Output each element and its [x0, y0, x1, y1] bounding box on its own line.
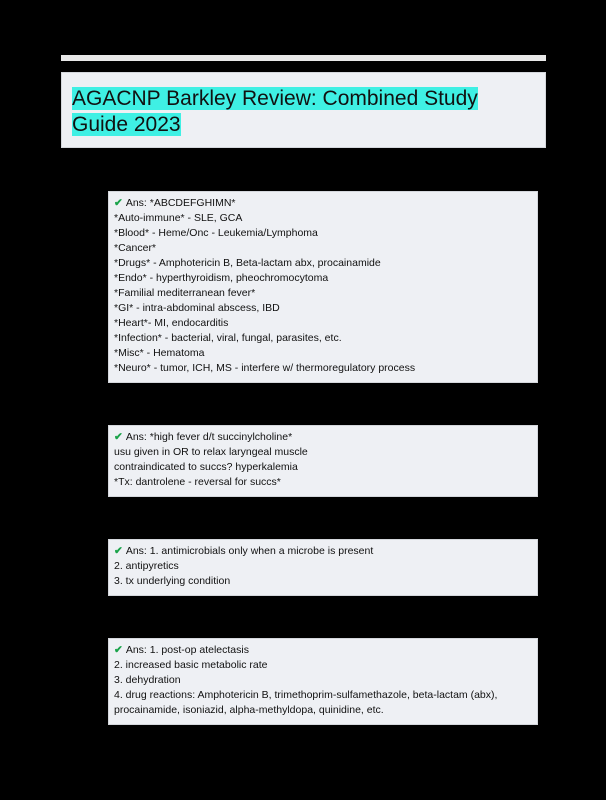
answer-line: 2. antipyretics	[114, 560, 179, 572]
page-title	[72, 86, 537, 138]
page-title-text: AGACNP Barkley Review: Combined Study Guide 2023	[72, 87, 478, 136]
answer-line: *Blood* - Heme/Onc - Leukemia/Lymphoma	[114, 227, 318, 239]
check-icon: ✔	[114, 644, 123, 656]
check-icon: ✔	[114, 545, 123, 557]
answer-line: ✔ Ans: 1. antimicrobials only when a microbe is present	[114, 545, 374, 557]
answer-line: *Misc* - Hematoma	[114, 347, 205, 359]
answer-card-2	[108, 425, 538, 497]
answer-card-3	[108, 539, 538, 596]
answer-line: *Familial mediterranean fever*	[114, 287, 256, 299]
answer-line: *Neuro* - tumor, ICH, MS - interfere w/ thermoregulatory process	[114, 362, 416, 374]
answer-line: *Heart*- MI, endocarditis	[114, 317, 229, 329]
answer-line: 3. dehydration	[114, 674, 181, 686]
answer-line: ✔ Ans: 1. post-op atelectasis	[114, 644, 249, 656]
answer-line: 2. increased basic metabolic rate	[114, 659, 268, 671]
answer-card-1	[108, 191, 538, 383]
answer-card-4	[108, 638, 538, 725]
answer-line: *Auto-immune* - SLE, GCA	[114, 212, 243, 224]
answer-line: *GI* - intra-abdominal abscess, IBD	[114, 302, 280, 314]
answer-line: 3. tx underlying condition	[114, 575, 231, 587]
check-icon: ✔	[114, 197, 123, 209]
answer-line: 4. drug reactions: Amphotericin B, trimethoprim-sulfamethazole, beta-lactam (abx), procainamide, isoniazid, alpha-methyldopa, quinidine, etc.	[114, 689, 498, 716]
answer-line: contraindicated to succs? hyperkalemia	[114, 461, 298, 473]
title-box	[61, 72, 546, 148]
answer-line: *Infection* - bacterial, viral, fungal, parasites, etc.	[114, 332, 342, 344]
answer-line: usu given in OR to relax laryngeal muscle	[114, 446, 308, 458]
answer-line: *Endo* - hyperthyroidism, pheochromocytoma	[114, 272, 329, 284]
answer-line: *Tx: dantrolene - reversal for succs*	[114, 476, 281, 488]
answer-line: *Cancer*	[114, 242, 157, 254]
top-divider	[61, 55, 546, 61]
check-icon: ✔	[114, 431, 123, 443]
answer-line: ✔ Ans: *ABCDEFGHIMN*	[114, 197, 236, 209]
answer-line: *Drugs* - Amphotericin B, Beta-lactam abx, procainamide	[114, 257, 381, 269]
answer-line: ✔ Ans: *high fever d/t succinylcholine*	[114, 431, 293, 443]
